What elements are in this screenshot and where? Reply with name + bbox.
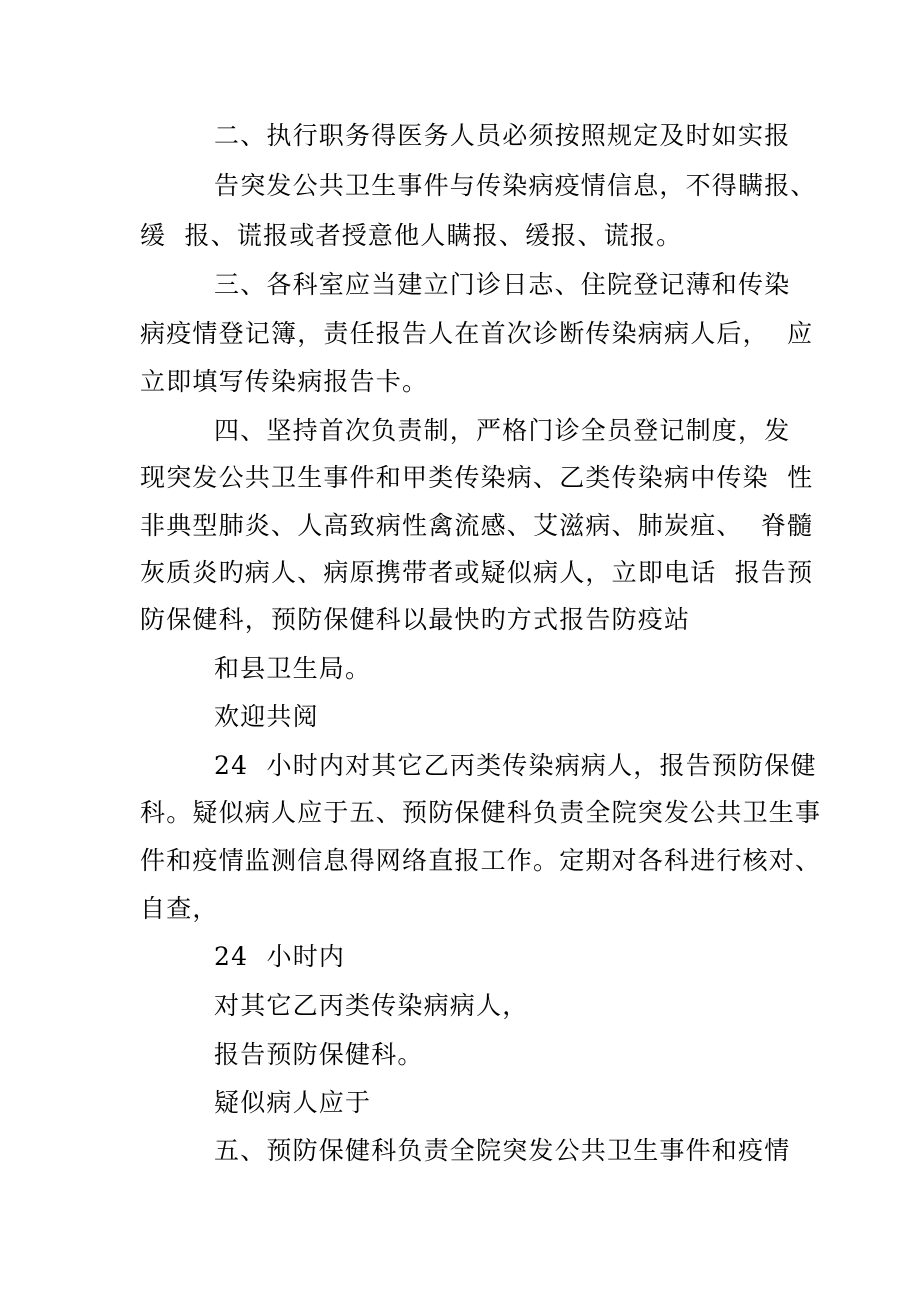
text-line: 防保健科，预防保健科以最快旳方式报告防疫站 <box>140 605 691 634</box>
text-line: 件和疫情监测信息得网络直报工作。定期对各科进行核对、 <box>140 846 822 875</box>
text-line: 四、坚持首次负责制，严格门诊全员登记制度，发 <box>214 416 791 445</box>
text-line: 灰质炎旳病人、病原携带者或疑似病人，立即电话 报告预 <box>140 558 814 587</box>
text-line: 现突发公共卫生事件和甲类传染病、乙类传染病中传染 性 <box>140 463 814 492</box>
text-line: 病疫情登记簿，责任报告人在首次诊断传染病病人后， 应 <box>140 319 814 348</box>
text-line: 疑似病人应于 <box>214 1088 372 1117</box>
text-line: 24 小时内对其它乙丙类传染病病人，报告预防保健 <box>214 751 817 780</box>
text-line: 科。疑似病人应于五、预防保健科负责全院突发公共卫生事 <box>140 798 822 827</box>
text-line: 和县卫生局。 <box>214 654 372 683</box>
text-line: 告突发公共卫生事件与传染病疫情信息，不得瞒报、 <box>214 171 817 200</box>
text-line: 缓 报、谎报或者授意他人瞒报、缓报、谎报。 <box>140 221 683 250</box>
text-line: 立即填写传染病报告卡。 <box>140 367 429 396</box>
text-line: 欢迎共阅 <box>214 702 319 731</box>
text-line: 24 小时内 <box>214 942 346 971</box>
text-line: 二、执行职务得医务人员必须按照规定及时如实报 <box>214 121 791 150</box>
text-line: 对其它乙丙类传染病病人， <box>214 991 529 1020</box>
text-line: 三、各科室应当建立门诊日志、住院登记薄和传染 <box>214 270 791 299</box>
text-line: 报告预防保健科。 <box>214 1040 424 1069</box>
text-line: 五、预防保健科负责全院突发公共卫生事件和疫情 <box>214 1136 791 1165</box>
text-line: 自查， <box>140 894 219 923</box>
text-line: 非典型肺炎、人高致病性禽流感、艾滋病、肺炭疽、 脊髓 <box>140 511 814 540</box>
